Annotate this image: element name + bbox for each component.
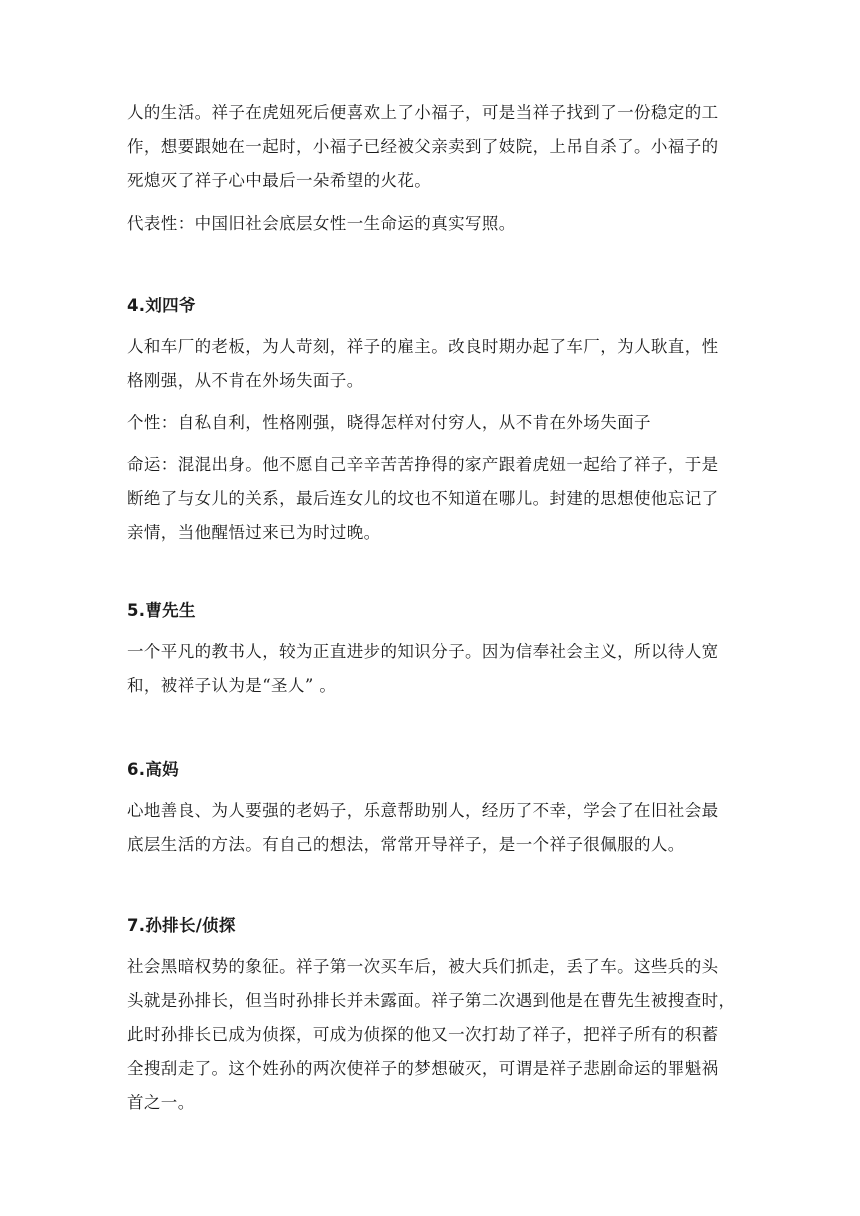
section-paragraph <box>127 794 733 862</box>
text-line: 命运：混混出身。他不愿自己辛辛苦苦挣得的家产跟着虎妞一起给了祥子，于是 <box>127 455 719 474</box>
text-line: 亲情，当他醒悟过来已为时过晚。 <box>127 523 381 542</box>
intro-representativeness <box>127 207 733 241</box>
text-line: 和，被祥子认为是“圣人” 。 <box>127 676 337 695</box>
text-line: 人的生活。祥子在虎妞死后便喜欢上了小福子，可是当祥子找到了一份稳定的工 <box>127 103 719 122</box>
text-line: 一个平凡的教书人，较为正直进步的知识分子。因为信奉社会主义，所以待人宽 <box>127 642 719 661</box>
section-paragraph <box>127 406 733 440</box>
text-line: 人和车厂的老板，为人苛刻，祥子的雇主。改良时期办起了车厂，为人耿直，性 <box>127 337 719 356</box>
section-paragraph <box>127 448 733 550</box>
text-line: 底层生活的方法。有自己的想法，常常开导祥子，是一个祥子很佩服的人。 <box>127 835 685 854</box>
text-line: 个性：自私自利，性格刚强，晓得怎样对付穷人，从不肯在外场失面子 <box>127 413 651 432</box>
section-paragraph <box>127 635 733 703</box>
text-line: 代表性：中国旧社会底层女性一生命运的真实写照。 <box>127 214 516 233</box>
text-line: 作，想要跟她在一起时，小福子已经被父亲卖到了妓院，上吊自杀了。小福子的 <box>127 137 719 156</box>
section-heading-cao-xiansheng: 5.曹先生 <box>127 601 196 620</box>
text-line: 格刚强，从不肯在外场失面子。 <box>127 371 364 390</box>
section-heading-sun-paizhang: 7.孙排长/侦探 <box>127 916 236 935</box>
section-heading-liu-siye: 4.刘四爷 <box>127 296 196 315</box>
text-line: 社会黑暗权势的象征。祥子第一次买车后，被大兵们抓走，丢了车。这些兵的头 <box>127 957 719 976</box>
text-line: 头就是孙排长，但当时孙排长并未露面。祥子第二次遇到他是在曹先生被搜查时， <box>127 991 736 1010</box>
text-line: 此时孙排长已成为侦探，可成为侦探的他又一次打劫了祥子，把祥子所有的积蓄 <box>127 1025 719 1044</box>
intro-paragraph <box>127 96 733 198</box>
text-line: 首之一。 <box>127 1093 195 1112</box>
section-paragraph <box>127 950 736 1120</box>
section-paragraph <box>127 330 733 398</box>
text-line: 心地善良、为人要强的老妈子，乐意帮助别人，经历了不幸，学会了在旧社会最 <box>127 801 719 820</box>
text-line: 全搜刮走了。这个姓孙的两次使祥子的梦想破灭，可谓是祥子悲剧命运的罪魁祸 <box>127 1059 719 1078</box>
text-line: 断绝了与女儿的关系，最后连女儿的坟也不知道在哪儿。封建的思想使他忘记了 <box>127 489 719 508</box>
text-line: 死熄灭了祥子心中最后一朵希望的火花。 <box>127 171 432 190</box>
section-heading-gao-ma: 6.高妈 <box>127 760 179 779</box>
